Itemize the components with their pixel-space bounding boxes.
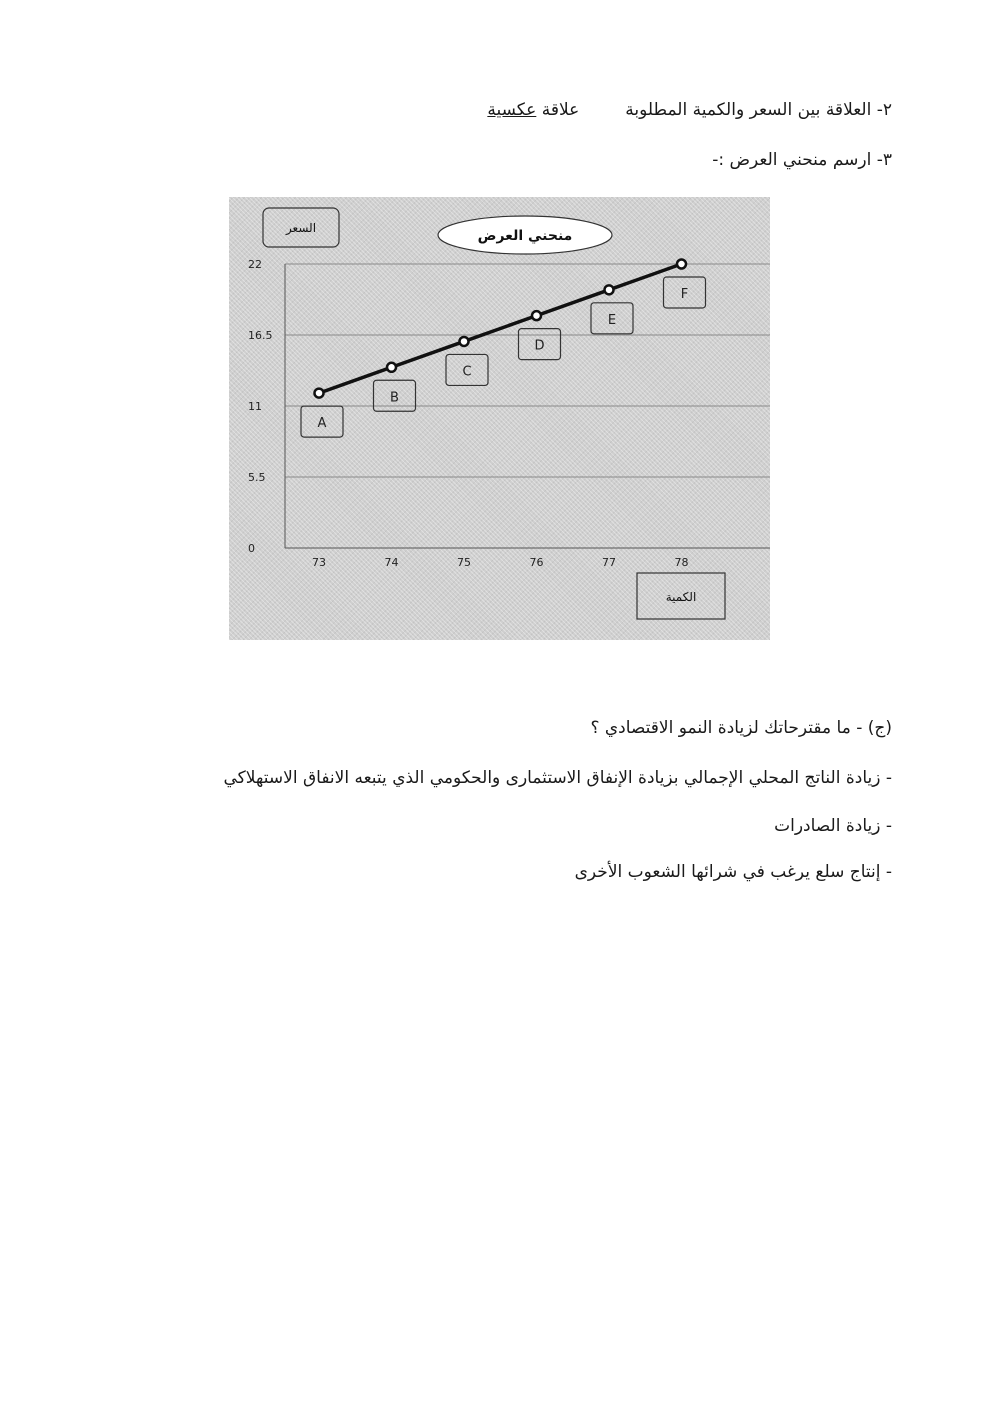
question-2 — [487, 100, 892, 120]
series-line — [319, 264, 682, 393]
data-point — [460, 337, 469, 346]
y-tick-label: 5.5 — [248, 471, 266, 484]
point-label: A — [317, 416, 327, 432]
point-label: B — [390, 390, 399, 406]
x-tick-label: 74 — [384, 556, 399, 569]
x-tick-label: 73 — [312, 556, 326, 569]
supply-curve-chart — [229, 197, 770, 640]
question-2-answer-word: عكسية — [487, 100, 537, 120]
question-2-text: ٢- العلاقة بين السعر والكمية المطلوبة — [625, 100, 892, 120]
x-tick-label: 75 — [457, 556, 471, 569]
y-tick-label: 0 — [248, 542, 255, 555]
x-tick-label: 77 — [602, 556, 616, 569]
suggestion-3: - إنتاج سلع يرغب في شرائها الشعوب الأخرى — [574, 862, 892, 882]
y-tick-label: 16.5 — [248, 329, 273, 342]
question-2-answer-prefix: علاقة — [541, 100, 580, 120]
point-label: C — [462, 364, 472, 380]
data-point — [387, 363, 396, 372]
chart-canvas — [229, 197, 770, 640]
data-point — [677, 260, 686, 269]
point-label: E — [607, 312, 617, 328]
question-3: ٣- ارسم منحني العرض :- — [712, 150, 892, 170]
point-label: D — [534, 338, 545, 354]
y-tick-label: 22 — [248, 258, 262, 271]
suggestion-2: - زيادة الصادرات — [774, 816, 892, 836]
data-point — [605, 285, 614, 294]
x-tick-label: 76 — [529, 556, 544, 569]
grid-layer — [285, 264, 770, 477]
data-point — [315, 389, 324, 398]
question-c: (ج) - ما مقترحاتك لزيادة النمو الاقتصادي ؟ — [590, 718, 892, 738]
x-axis-label: الكمية — [665, 590, 697, 604]
chart-title: منحني العرض — [477, 228, 573, 244]
y-tick-label: 11 — [248, 400, 262, 413]
series-layer — [301, 260, 706, 438]
data-point — [532, 311, 541, 320]
y-axis-label: السعر — [285, 221, 317, 235]
point-label: F — [680, 287, 689, 302]
x-tick-label: 78 — [674, 556, 689, 569]
axis-layer — [248, 258, 770, 569]
suggestion-1: - زيادة الناتج المحلي الإجمالي بزيادة الإنفاق الاستثمارى والحكومي الذي يتبعه الانفاق الاستهلاكي — [223, 768, 892, 788]
